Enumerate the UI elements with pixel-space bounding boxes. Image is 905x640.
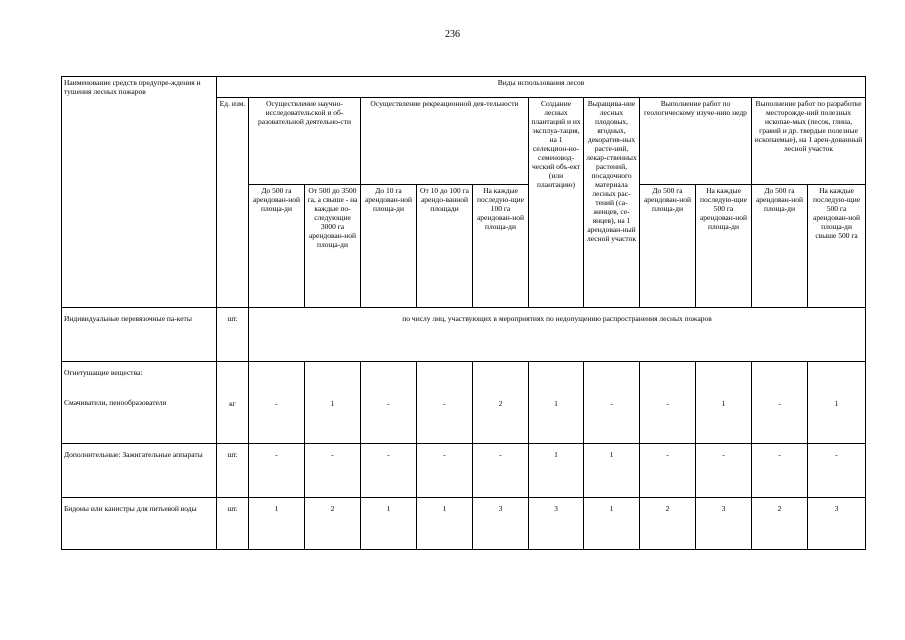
value-cell: - <box>808 444 866 498</box>
value-cell: 3 <box>808 498 866 550</box>
row-note: по числу лиц, участвующих в мероприятиях по недопущению распространения лесных пожаров <box>249 308 866 362</box>
row-unit: кг <box>217 362 249 444</box>
header-sub-col: До 500 га арендован-ной площа-ди <box>249 185 305 308</box>
header-sub-col: На каждые последую-щие 500 га арендован-ной площа-ди свыше 500 га <box>808 185 866 308</box>
value-cell: 1 <box>584 498 640 550</box>
header-group-growing: Выращива-ние лесных плодовых, ягодных, декоратив-ных расте-ний, лекар-ственных растений, посадочного материала лесных рас-тений (са-женцев, се-янцев), на 1 арендован-ный лесной участок <box>584 98 640 308</box>
table-row <box>62 362 866 392</box>
value-cell: 3 <box>696 498 752 550</box>
value-cell: 1 <box>305 362 361 444</box>
value-cell: 2 <box>752 498 808 550</box>
value-cell: 1 <box>249 498 305 550</box>
header-sub-col: От 10 до 100 га арендо-ванной площади <box>417 185 473 308</box>
header-unit-column: Ед. изм. <box>217 98 249 308</box>
value-cell: 1 <box>584 444 640 498</box>
value-cell: - <box>417 444 473 498</box>
value-cell: 3 <box>473 498 529 550</box>
value-cell: - <box>696 444 752 498</box>
row-unit: шт. <box>217 444 249 498</box>
table-row <box>62 444 866 498</box>
row-unit: шт. <box>217 308 249 362</box>
value-cell: 1 <box>529 444 584 498</box>
header-sub-col: До 10 га арендован-ной площа-ди <box>361 185 417 308</box>
value-cell: 2 <box>305 498 361 550</box>
header-group-mining: Выполнение работ по разработке месторожде-ний полезных ископае-мых (песок, глина, гравий и др. твердые полезные ископаемые), на 1 арен-дованный лесной участок <box>752 98 866 185</box>
value-cell: - <box>305 444 361 498</box>
value-cell: - <box>249 362 305 444</box>
header-types-title: Виды использования лесов <box>217 77 866 98</box>
header-name-column: Наименование средств предупре-ждения и тушения лесных пожаров <box>62 77 217 308</box>
value-cell: - <box>361 362 417 444</box>
value-cell: - <box>752 362 808 444</box>
header-group-plantations: Создание лесных плантаций и их эксплуа-тация, на 1 селекцион-но-семеновод-ческий объ-ект (или плантацию) <box>529 98 584 308</box>
header-sub-col: На каждые последую-щие 500 га арендован-ной площа-ди <box>696 185 752 308</box>
header-group-research: Осуществление научно-исследовательской и об-разовательной деятельно-сти <box>249 98 361 185</box>
header-group-recreation: Осуществление рекреационной дея-тельности <box>361 98 529 185</box>
value-cell: 1 <box>417 498 473 550</box>
norms-table <box>61 76 866 550</box>
header-sub-col: От 500 до 3500 га, а свыше - на каждые по-следующие 3000 га арендован-ной площа-ди <box>305 185 361 308</box>
row-unit: шт. <box>217 498 249 550</box>
page-number: 236 <box>445 29 460 40</box>
value-cell: - <box>249 444 305 498</box>
value-cell: 1 <box>529 362 584 444</box>
value-cell: 2 <box>640 498 696 550</box>
row-name: Смачиватели, пенообразователи <box>62 392 217 444</box>
value-cell: - <box>640 362 696 444</box>
row-name: Огнетушащие вещества: <box>62 362 217 392</box>
value-cell: - <box>417 362 473 444</box>
value-cell: - <box>640 444 696 498</box>
value-cell: 1 <box>361 498 417 550</box>
table-row <box>62 498 866 550</box>
header-sub-col: До 500 га арендован-ной площа-ди <box>640 185 696 308</box>
value-cell: - <box>473 444 529 498</box>
value-cell: - <box>361 444 417 498</box>
value-cell: 1 <box>808 362 866 444</box>
value-cell: - <box>752 444 808 498</box>
value-cell: - <box>584 362 640 444</box>
row-name: Бидоны или канистры для питьевой воды <box>62 498 217 550</box>
row-name: Индивидуальные перевязочные па-кеты <box>62 308 217 362</box>
header-sub-col: До 500 га арендован-ной площа-ди <box>752 185 808 308</box>
value-cell: 2 <box>473 362 529 444</box>
value-cell: 1 <box>696 362 752 444</box>
table-row <box>62 308 866 362</box>
header-group-geology: Выполнение работ по геологическому изуче-нию недр <box>640 98 752 185</box>
value-cell: 3 <box>529 498 584 550</box>
row-name: Дополнительные: Зажигательные аппараты <box>62 444 217 498</box>
header-sub-col: На каждые последую-щие 100 га арендован-ной площа-ди <box>473 185 529 308</box>
